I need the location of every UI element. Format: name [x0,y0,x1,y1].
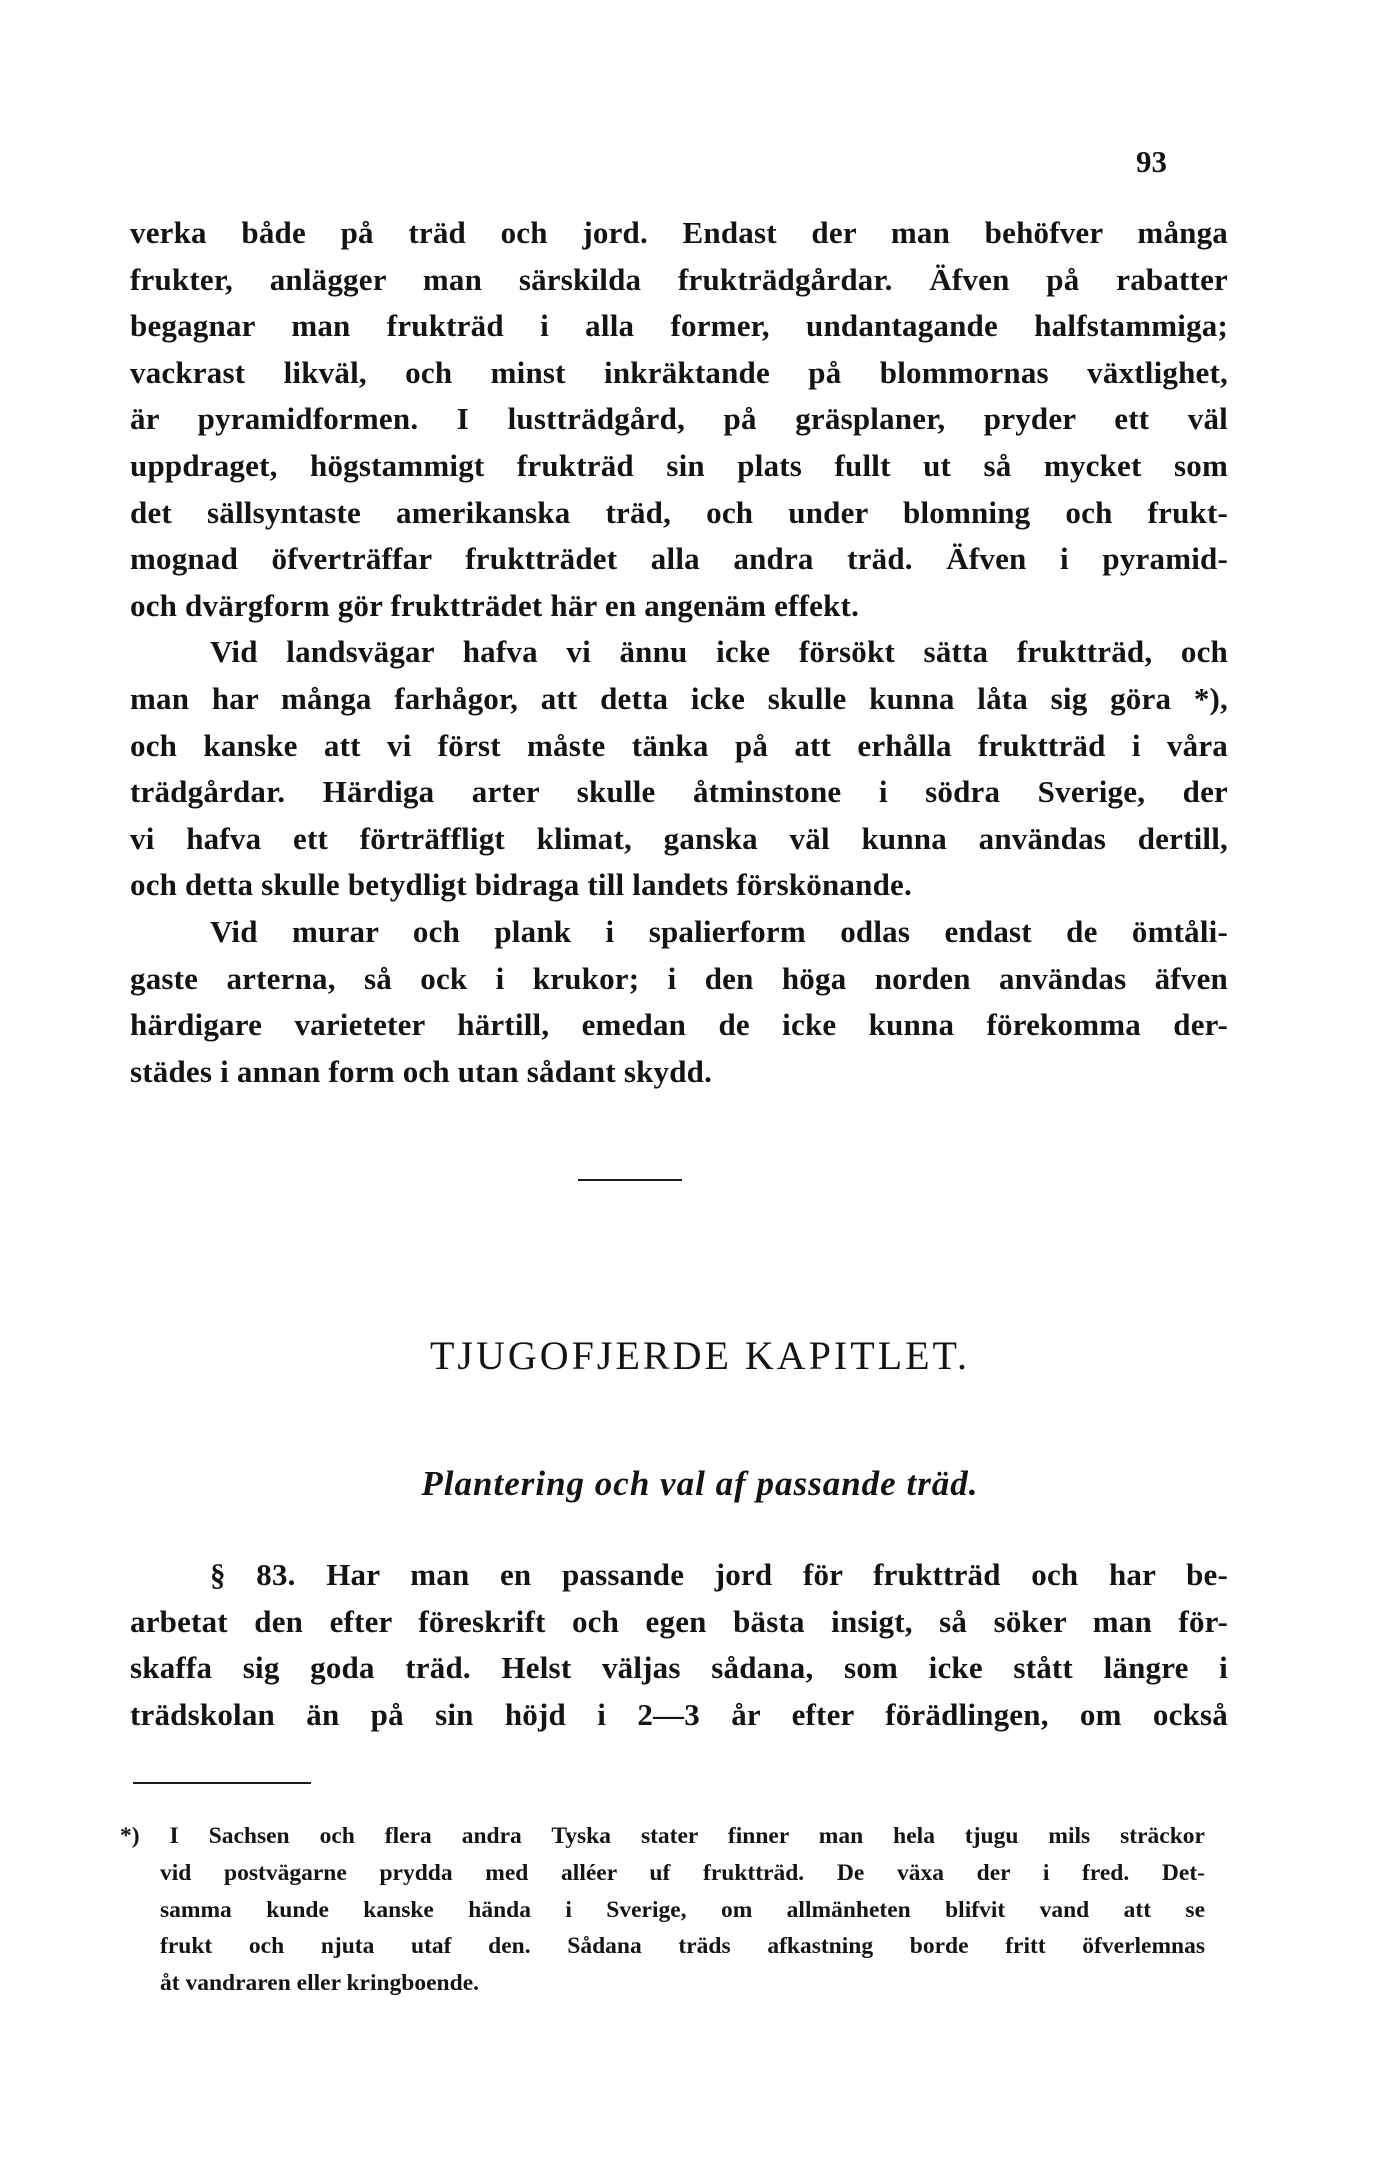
text-line: Vid landsvägar hafva vi ännu icke försökt sätta fruktträd, och [210,634,1228,670]
footnote-line: frukt och njuta utaf den. Sådana träds afkastning borde fritt öfverlemnas [160,1933,1205,1960]
footnote-line: åt vandraren eller kringboende. [160,1970,479,1997]
text-line: uppdraget, högstammigt frukträd sin plats fullt ut så mycket som [130,447,1228,483]
text-block-upper [130,210,1228,909]
text-line: vackrast likväl, och minst inkräktande på blommornas växtlighet, [130,354,1228,390]
footnote-divider [133,1782,311,1784]
section-divider [578,1179,682,1181]
text-line: och kanske att vi först måste tänka på att erhålla fruktträd i våra [130,727,1228,763]
text-line: mognad öfverträffar fruktträdet alla andra träd. Äfven i pyramid- [130,541,1228,577]
text-line: och detta skulle betydligt bidraga till landets förskönande. [130,867,912,903]
text-line: arbetat den efter föreskrift och egen bästa insigt, så söker man för- [130,1603,1228,1639]
text-line: skaffa sig goda träd. Helst väljas sådana, som icke stått längre i [130,1650,1228,1686]
footnote [120,1818,1205,2002]
text-line: § 83. Har man en passande jord för fruktträd och har be- [210,1557,1228,1592]
text-line: begagnar man frukträd i alla former, undantagande halfstammiga; [130,308,1228,344]
text-line: är pyramidformen. I lustträdgård, på gräsplaner, pryder ett väl [130,401,1228,437]
text-line: verka både på träd och jord. Endast der man behöfver många [130,215,1228,250]
text-line: och dvärgform gör fruktträdet här en angenäm effekt. [130,587,860,623]
text-line: frukter, anlägger man särskilda frukträdgårdar. Äfven på rabatter [130,261,1228,297]
text-line: man har många farhågor, att detta icke skulle kunna låta sig göra *), [130,680,1228,716]
chapter-title: TJUGOFJERDE KAPITLET. [429,1333,970,1378]
page-number: 93 [1136,144,1167,179]
text-line: Vid murar och plank i spalierform odlas endast de ömtåli- [210,914,1228,949]
text-line: härdigare varieteter härtill, emedan de icke kunna förekomma der- [130,1007,1228,1043]
text-line: trädgårdar. Härdiga arter skulle åtminstone i södra Sverige, der [130,774,1228,810]
footnote-line: samma kunde kanske hända i Sverige, om allmänheten blifvit vand att se [160,1896,1205,1923]
text-line: gaste arterna, så ock i krukor; i den höga norden användas äfven [130,960,1228,996]
text-line: trädskolan än på sin höjd i 2—3 år efter förädlingen, om också [130,1696,1228,1732]
text-block-spalier [130,909,1228,1095]
text-line: städes i annan form och utan sådant skydd. [130,1053,713,1089]
footnote-line: *) I Sachsen och flera andra Tyska stater finner man hela tjugu mils sträckor [120,1823,1205,1849]
chapter-subtitle: Plantering och val af passande träd. [421,1464,979,1503]
text-block-section-83 [130,1552,1228,1738]
text-line: vi hafva ett förträffligt klimat, ganska väl kunna användas dertill, [130,820,1228,856]
footnote-line: vid postvägarne prydda med alléer uf fruktträd. De växa der i fred. Det- [160,1859,1205,1886]
text-line: det sällsyntaste amerikanska träd, och under blomning och frukt- [130,494,1228,530]
